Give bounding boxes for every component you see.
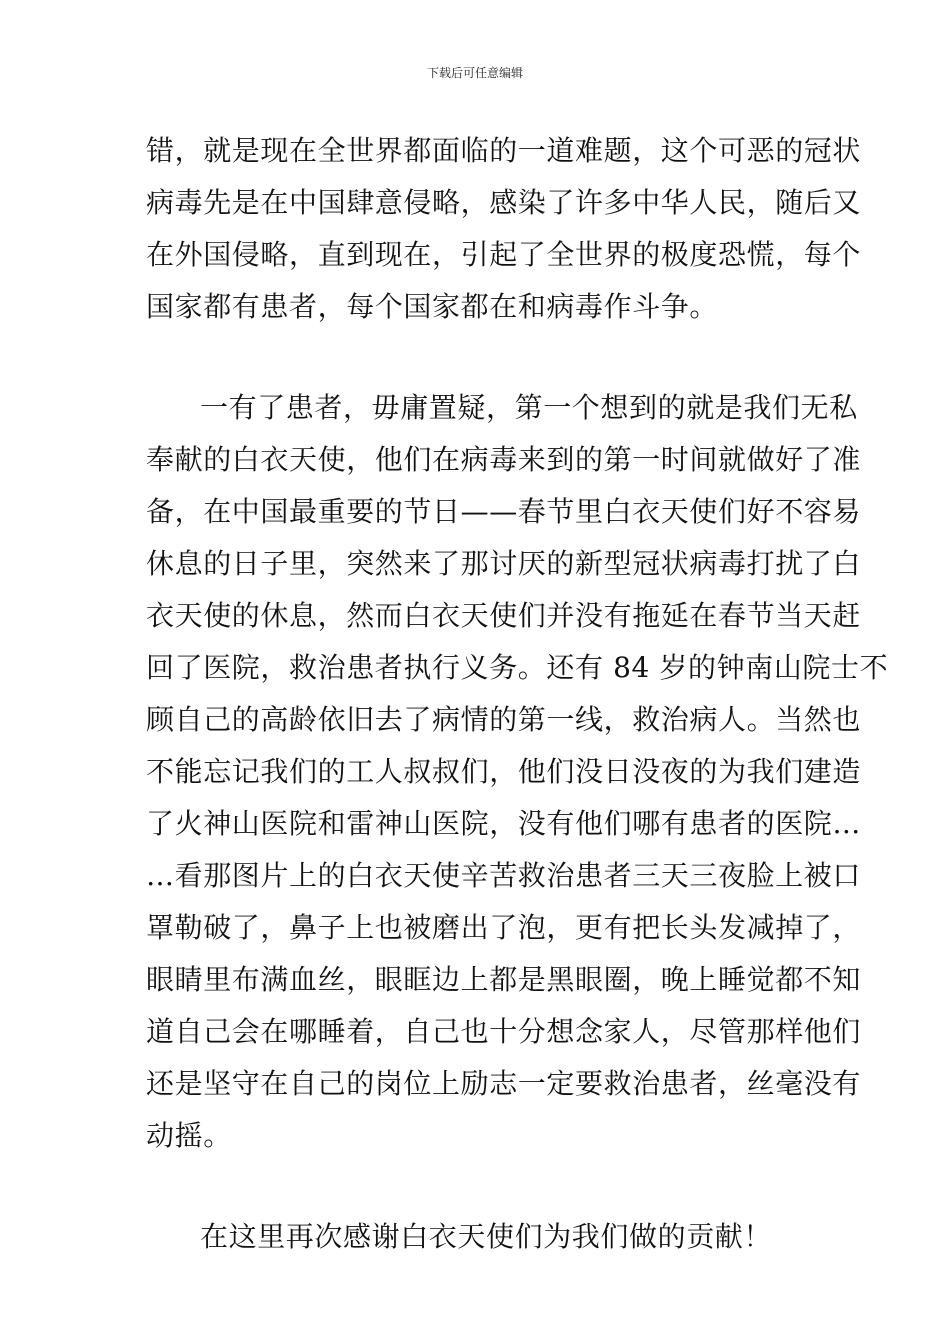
text-line: 眼睛里布满血丝，眼眶边上都是黑眼圈，晚上睡觉都不知 <box>146 963 862 996</box>
text-line: 不能忘记我们的工人叔叔们，他们没日没夜的为我们建造 <box>146 755 862 788</box>
text-line: 道自己会在哪睡着，自己也十分想念家人，尽管那样他们 <box>146 1015 862 1048</box>
text-line: 在外国侵略，直到现在，引起了全世界的极度恐慌，每个 <box>146 238 862 271</box>
text-line: 在这里再次感谢白衣天使们为我们做的贡献！ <box>200 1220 773 1253</box>
page-header: 下载后可任意编辑 <box>426 66 523 80</box>
paragraph-gap <box>146 333 806 382</box>
text-line: 罩勒破了，鼻子上也被磨出了泡，更有把长头发减掉了， <box>146 911 862 944</box>
text-line: 衣天使的休息，然而白衣天使们并没有拖延在春节当天赶 <box>146 599 862 632</box>
text-line: 回了医院，救治患者执行义务。还有 84 岁的钟南山院士不 <box>146 651 889 684</box>
text-line: 一有了患者，毋庸置疑，第一个想到的就是我们无私 <box>200 391 858 424</box>
text-line: 还是坚守在自己的岗位上励志一定要救治患者，丝毫没有 <box>146 1067 862 1100</box>
paragraph-2 <box>146 382 889 1162</box>
text-line: 备，在中国最重要的节日——春节里白衣天使们好不容易 <box>146 495 862 528</box>
text-line: 顾自己的高龄依旧去了病情的第一线，救治病人。当然也 <box>146 703 862 736</box>
text-line: 错，就是现在全世界都面临的一道难题，这个可恶的冠状 <box>146 134 862 167</box>
paragraph-gap <box>146 1162 806 1211</box>
text-line: 国家都有患者，每个国家都在和病毒作斗争。 <box>146 290 719 323</box>
document-body <box>146 125 889 1263</box>
text-line: 了火神山医院和雷神山医院，没有他们哪有患者的医院… <box>146 807 862 840</box>
paragraph-1 <box>146 125 862 333</box>
text-line: 动摇。 <box>146 1119 232 1152</box>
text-line: 奉献的白衣天使，他们在病毒来到的第一时间就做好了准 <box>146 443 862 476</box>
text-line: 病毒先是在中国肆意侵略，感染了许多中华人民，随后又 <box>146 186 862 219</box>
paragraph-3 <box>146 1211 806 1263</box>
text-line: 休息的日子里，突然来了那讨厌的新型冠状病毒打扰了白 <box>146 547 862 580</box>
text-line: …看那图片上的白衣天使辛苦救治患者三天三夜脸上被口 <box>146 859 862 892</box>
